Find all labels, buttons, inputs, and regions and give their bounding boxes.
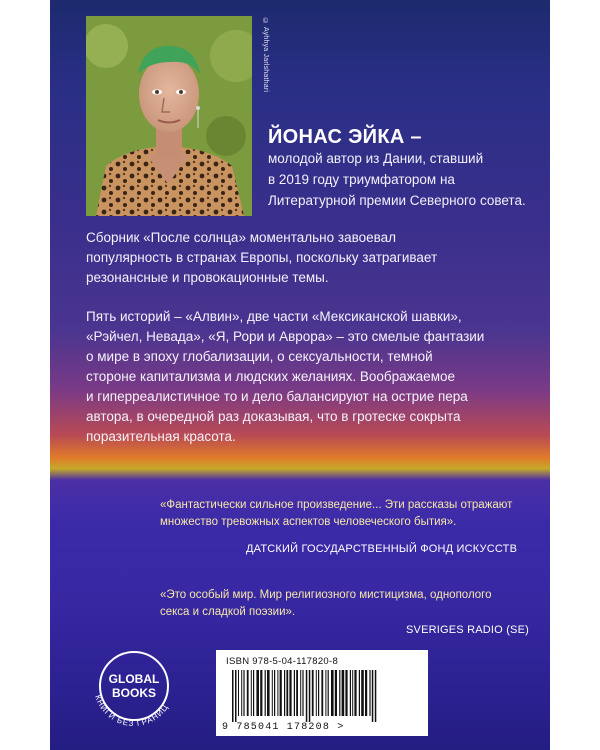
barcode-bar bbox=[280, 670, 282, 716]
author-portrait-illustration bbox=[86, 16, 252, 216]
barcode-bars bbox=[230, 670, 414, 722]
barcode-number: 9 785041 178208 > bbox=[222, 722, 345, 733]
barcode-bar bbox=[312, 670, 314, 716]
quote-line: множество тревожных аспектов человеческого бытия». bbox=[160, 516, 457, 528]
barcode-bar bbox=[325, 670, 326, 716]
barcode-bar bbox=[286, 670, 288, 716]
logo-ring-text: КНИГИ БЕЗ ГРАНИЦ bbox=[93, 693, 171, 729]
barcode-bar bbox=[369, 670, 370, 716]
text-line: автора, в очередной раз доказывая, что в гротеске сокрыта bbox=[86, 409, 461, 424]
author-bio bbox=[268, 148, 538, 211]
barcode-bar bbox=[342, 670, 345, 716]
barcode-bar bbox=[302, 670, 303, 716]
barcode-bar bbox=[328, 670, 329, 716]
barcode-bar bbox=[354, 670, 356, 716]
barcode-bar bbox=[318, 670, 319, 716]
barcode-bar bbox=[289, 670, 291, 716]
text-line: поразительная красота. bbox=[86, 429, 236, 444]
barcode-bar bbox=[345, 670, 347, 716]
barcode-bar bbox=[321, 670, 323, 716]
barcode-bar bbox=[300, 670, 301, 716]
barcode-bar bbox=[253, 670, 254, 716]
quote-line: «Фантастически сильное произведение... Эти рассказы отражают bbox=[160, 499, 513, 511]
barcode-bar bbox=[251, 670, 252, 716]
photo-credit: © Ayhhya Jarlshathari bbox=[262, 18, 269, 93]
barcode-bar bbox=[232, 670, 234, 722]
text-line: о мире в эпоху глобализации, о сексуальности, темной bbox=[86, 349, 433, 364]
barcode-bar bbox=[352, 670, 353, 716]
global-books-logo bbox=[86, 638, 182, 734]
text-line: и гиперреалистичное то и дело балансируют на острие пера bbox=[86, 389, 468, 404]
barcode-bar bbox=[309, 670, 311, 722]
review-source-2: SVERIGES RADIO (SE) bbox=[406, 624, 529, 636]
back-cover bbox=[50, 0, 550, 750]
barcode-bar bbox=[331, 670, 334, 716]
barcode-bar bbox=[277, 670, 278, 716]
text-line: популярность в странах Европы, поскольку затрагивает bbox=[86, 250, 438, 265]
quote-line: секса и сладкой поэзии». bbox=[160, 606, 296, 618]
barcode-bar bbox=[359, 670, 360, 716]
text-line: резонансные и провокационные темы. bbox=[86, 270, 329, 285]
barcode-bar bbox=[350, 670, 351, 716]
barcode-bar bbox=[241, 670, 242, 716]
barcode-bar bbox=[296, 670, 298, 716]
review-quote-2 bbox=[160, 587, 540, 621]
barcode-bar bbox=[247, 670, 249, 716]
description-paragraph-1 bbox=[86, 228, 526, 288]
barcode-bar bbox=[272, 670, 273, 716]
barcode-bar bbox=[284, 670, 285, 716]
isbn-text: ISBN 978-5-04-117820-8 bbox=[226, 656, 339, 667]
barcode-bar bbox=[375, 670, 377, 722]
barcode-bar bbox=[339, 670, 340, 716]
barcode-bar bbox=[265, 670, 266, 716]
quote-line: «Это особый мир. Мир религиозного мистицизма, однополого bbox=[160, 589, 492, 601]
barcode-bar bbox=[372, 670, 374, 722]
barcode-bar bbox=[256, 670, 259, 716]
text-line: «Рэйчел, Невада», «Я, Рори и Аврора» – это смелые фантазии bbox=[86, 329, 485, 344]
barcode-bar bbox=[294, 670, 295, 716]
barcode-panel bbox=[216, 650, 428, 736]
barcode-bar bbox=[316, 670, 317, 716]
text-line: стороне капитализма и людских желаниях. Воображаемое bbox=[86, 369, 455, 384]
barcode-bar bbox=[243, 670, 244, 716]
logo-line-1: GLOBAL bbox=[108, 672, 160, 686]
review-source-1: ДАТСКИЙ ГОСУДАРСТВЕННЫЙ ФОНД ИСКУССТВ bbox=[246, 543, 518, 555]
barcode-bar bbox=[306, 670, 308, 722]
text-line: Сборник «После солнца» моментально завоевал bbox=[86, 230, 397, 245]
barcode-bar bbox=[260, 670, 262, 716]
barcode-bar bbox=[365, 670, 367, 716]
author-bio-line: в 2019 году триумфатором на bbox=[268, 172, 455, 187]
description-paragraph-2 bbox=[86, 307, 526, 447]
review-quote-1 bbox=[160, 497, 540, 531]
barcode-bar bbox=[274, 670, 275, 716]
barcode-bar bbox=[238, 670, 239, 716]
author-photo bbox=[86, 16, 252, 216]
author-bio-line: молодой автор из Дании, ставший bbox=[268, 151, 484, 166]
barcode-bar bbox=[235, 670, 237, 722]
text-line: Пять историй – «Алвин», две части «Мексиканской шавки», bbox=[86, 309, 462, 324]
logo-line-2: BOOKS bbox=[111, 686, 156, 700]
author-bio-line: Литературной премии Северного совета. bbox=[268, 193, 526, 208]
barcode-bar bbox=[267, 670, 270, 716]
barcode-bar bbox=[361, 670, 364, 716]
barcode-bar bbox=[335, 670, 337, 716]
author-name: ЙОНАС ЭЙКА – bbox=[268, 126, 422, 148]
